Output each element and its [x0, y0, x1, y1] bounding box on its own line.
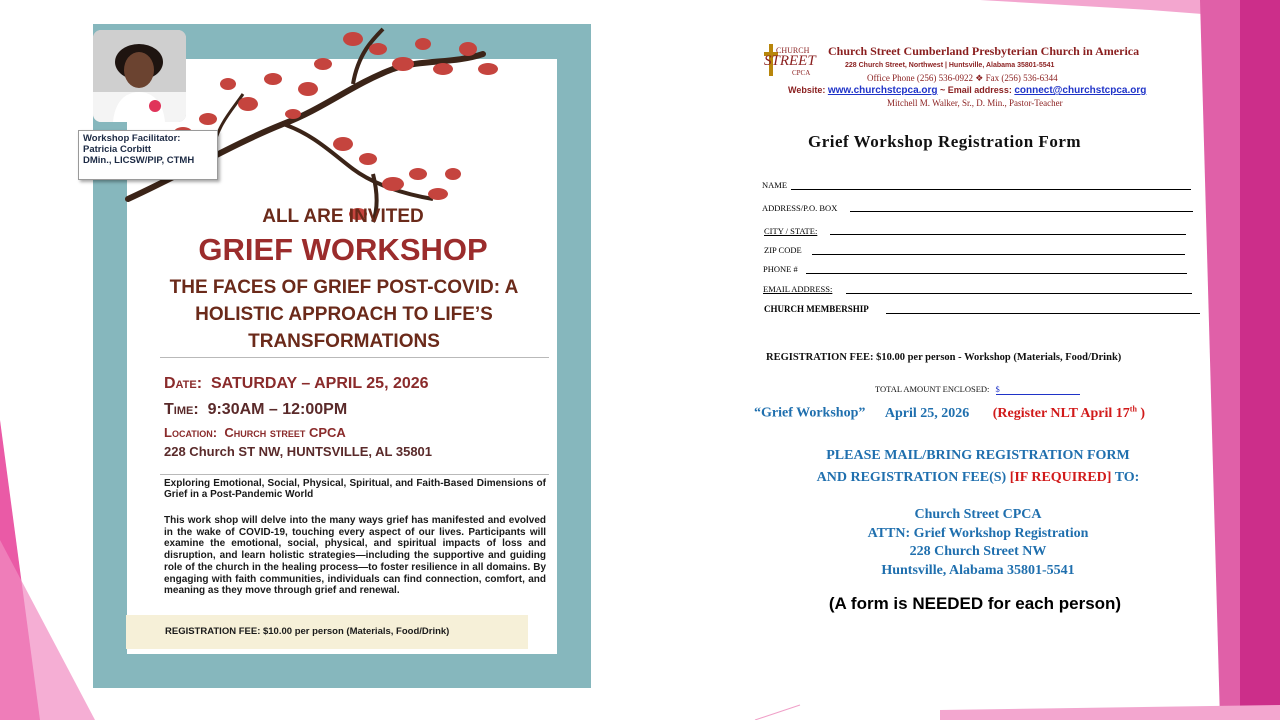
flyer-fee-text: REGISTRATION FEE: $10.00 per person (Materials, Food/Drink) [165, 626, 450, 637]
facilitator-credentials: DMin., LICSW/PIP, CTMH [83, 155, 195, 166]
church-address: 228 Church Street, Northwest | Huntsville, Alabama 35801-5541 [845, 62, 1055, 69]
mailing-address-line: 228 Church Street NW [909, 544, 1047, 559]
field-label-email: EMAIL ADDRESS: [763, 284, 833, 294]
logo-text-cpca: CPCA [792, 69, 811, 77]
event-summary [754, 404, 1145, 422]
mailing-address-line: Huntsville, Alabama 35801-5541 [881, 562, 1075, 578]
website-label: Website: [788, 85, 826, 95]
mail-instruction-2: AND REGISTRATION FEE(S) [IF REQUIRED] TO: [816, 470, 1140, 485]
all-invited-heading: ALL ARE INVITED [262, 206, 424, 227]
email-link[interactable]: connect@churchstcpca.org [1014, 85, 1147, 96]
total-input[interactable]: $ [996, 384, 1080, 395]
event-time: Time: 9:30AM – 12:00PM [164, 401, 348, 418]
subtitle-line: HOLISTIC APPROACH TO LIFE’S [195, 304, 493, 325]
total-label: TOTAL AMOUNT ENCLOSED: [875, 384, 990, 394]
event-date-form: April 25, 2026 [884, 405, 970, 421]
subtitle-line: THE FACES OF GRIEF POST-COVID: A [169, 277, 519, 298]
church-name: Church Street Cumberland Presbyterian Church in America [828, 44, 1140, 58]
event-name: “Grief Workshop” [754, 405, 866, 421]
total-amount [875, 384, 1080, 395]
logo-text-church: CHURCH [776, 46, 810, 55]
pastor-line: Mitchell M. Walker, Sr., D. Min., Pastor-Teacher [887, 98, 1063, 108]
form-footer-note: (A form is NEEDED for each person) [828, 594, 1122, 613]
field-label-zip: ZIP CODE [764, 245, 802, 255]
facilitator-name: Patricia Corbitt [83, 144, 152, 155]
field-label-address: ADDRESS/P.O. BOX [762, 203, 838, 213]
field-label-name: NAME [762, 180, 788, 190]
email-input-line[interactable] [846, 293, 1192, 294]
name-input-line[interactable] [791, 189, 1191, 190]
event-location: Location: Church street CPCA [164, 425, 346, 440]
address-input-line[interactable] [850, 211, 1193, 212]
mail-instruction-1: PLEASE MAIL/BRING REGISTRATION FORM [826, 448, 1130, 463]
church-contact [788, 85, 1146, 96]
logo-text-street: STREET [764, 53, 816, 69]
email-label: ~ Email address: [940, 85, 1012, 95]
subtitle-line: TRANSFORMATIONS [248, 331, 440, 352]
form-fee-line: REGISTRATION FEE: $10.00 per person - Workshop (Materials, Food/Drink) [766, 352, 1122, 363]
workshop-intro: Exploring Emotional, Social, Physical, Spiritual, and Faith-Based Dimensions of Grief in a Post-Pandemic World [164, 478, 546, 500]
field-label-city-state: CITY / STATE: [764, 226, 818, 236]
church-logo [752, 44, 818, 88]
workshop-title: GRIEF WORKSHOP [198, 232, 488, 267]
field-label-membership: CHURCH MEMBERSHIP [764, 304, 869, 314]
zip-input-line[interactable] [812, 254, 1185, 255]
workshop-description: This work shop will delve into the many ways grief has manifested and evolved in the wake of COVID-19, touching every aspect of our lives. Participants will examine the emotional, social, physical, and spiritual impacts of loss and disruption, and learn holistic strategies—including the supportive and guiding role of the church in the healing process—to foster resilience in all domains. By engaging with faith communities, individuals can find connection, comfort, and meaning as they move through grief and renewal. [164, 515, 546, 597]
register-deadline: (Register NLT April 17th ) [992, 404, 1146, 421]
mailing-address-line: Church Street CPCA [914, 507, 1042, 522]
form-title: Grief Workshop Registration Form [808, 132, 1082, 151]
event-address: 228 Church ST NW, HUNTSVILLE, AL 35801 [164, 444, 433, 459]
mailing-address-line: ATTN: Grief Workshop Registration [867, 525, 1089, 541]
field-label-phone: PHONE # [763, 264, 798, 274]
website-link[interactable]: www.churchstcpca.org [827, 85, 938, 96]
event-date: Date: SATURDAY – APRIL 25, 2026 [164, 375, 429, 392]
city-state-input-line[interactable] [830, 234, 1186, 235]
phone-input-line[interactable] [806, 273, 1187, 274]
church-phone: Office Phone (256) 536-0922 ❖ Fax (256) 536-6344 [867, 73, 1058, 83]
membership-input-line[interactable] [886, 313, 1200, 314]
mailing-address [752, 506, 1204, 580]
facilitator-label: Workshop Facilitator: [83, 133, 181, 144]
